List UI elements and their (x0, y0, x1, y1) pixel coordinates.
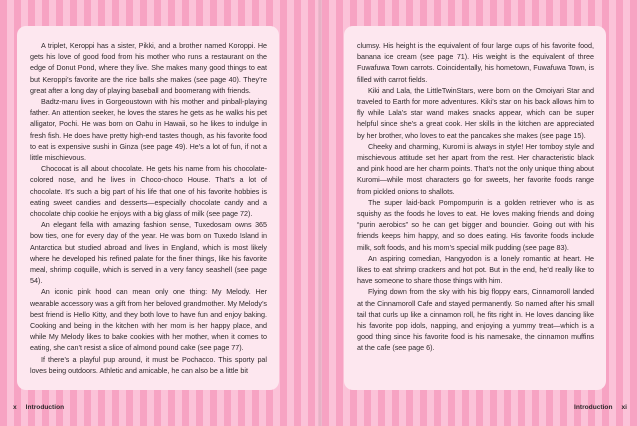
page-number: x (13, 404, 17, 411)
paragraph-pochacco-continued: clumsy. His height is the equivalent of four large cups of his favorite food, banana ice cream (see page 71). His weight is the equivalent of three Fuwafuwa Town carrots. Coincidentally, his hometown, Fuwafuwa Town, is filled with carrot fields. (357, 41, 594, 84)
left-page-text-panel (17, 26, 279, 390)
paragraph-hangyodon: An aspiring comedian, Hangyodon is a lonely romantic at heart. He likes to eat shrimp crackers and hot pot. But in the end, he’d really like to have someone to share those things with him. (357, 253, 594, 286)
right-page-text-panel (344, 26, 606, 390)
paragraph-kuromi: Cheeky and charming, Kuromi is always in style! Her tomboy style and mischievous attitude set her apart from the rest. Her characteristic black and pink hood are her charm points. That’s not the only unique thing about Kuromi—while most characters go for sweets, her favorite foods range from pickled onions to shallots. (357, 141, 594, 196)
paragraph-pompompurin: The super laid-back Pompompurin is a golden retriever who is as squishy as the foods he loves to eat. He loves making friends and doing “purin aerobics” so he can get bigger and bouncier. Going out with his friends keeps him happy, and so does eating. His favorite foods include milk, soft foods, and his mom’s special milk pudding (see page 83). (357, 197, 594, 252)
page-number: xi (621, 404, 627, 411)
paragraph-my-melody: An iconic pink hood can mean only one thing: My Melody. Her wearable accessory was a gift from her beloved grandmother. My Melody’s best friend is Hello Kitty, and they both love to have fun and enjoy baking. Cooking and being in the kitchen with her mom is her happy place, and while My Melody likes to bake cookies with her mother, when it comes to eating, she can’t resist a slice of almond pound cake (see page 77). (30, 287, 267, 353)
right-page-footer (574, 404, 627, 411)
running-title: Introduction (25, 404, 65, 411)
paragraph-pochacco: If there’s a playful pup around, it must be Pochacco. This sporty pal loves being outdoors. Athletic and amicable, he can also be a little bit (30, 354, 267, 375)
running-title: Introduction (574, 404, 613, 411)
paragraph-cinnamoroll: Flying down from the sky with his big floppy ears, Cinnamoroll landed at the Cinnamoroll Cafe and stayed permanently. So named after his small tail that curls up like a cinnamon roll, he fits right in. He loves dancing like his favorite pop idols, napping, and enjoying a yummy treat—which is a good thing since his favorite food is his namesake, the cinnamon muffins at the cafe (see page 6). (357, 287, 594, 353)
left-page-footer (13, 404, 64, 411)
paragraph-chococat: Chococat is all about chocolate. He gets his name from his chocolate-colored nose, and he lives in Choco-choco House. That’s a lot of chocolate. It’s such a big part of his life that one of his favorite hobbies is eating sweet candies and desserts—especially chocolate candy and a chocolate chip cookie he enjoys with a big glass of milk (see page 72). (30, 164, 267, 219)
paragraph-badtz-maru: Badtz-maru lives in Gorgeoustown with his mother and pinball-playing father. An attention seeker, he loves the stares he gets as he walks his pet alligator, Pochi. He was born on Oahu in Hawaii, so he likes to indulge in fresh fish. He does have pretty high-end tastes though, as his favorite food to eat is expensive sushi in Ginza (see page 49). He’s a lot of fun, if not a little mischievous. (30, 97, 267, 163)
book-gutter (318, 0, 322, 426)
paragraph-tuxedosam: An elegant fella with amazing fashion sense, Tuxedosam owns 365 bow ties, one for every day of the year. He was born on Tuxedo Island in Antarctica but studied abroad and lives in England, which is most likely where he developed his refined palate for the finer things, like his favorite meal, shrimp coquille, which is served in a very fancy seashell (see page 54). (30, 220, 267, 286)
paragraph-keroppi: A triplet, Keroppi has a sister, Pikki, and a brother named Koroppi. He gets his love of good food from his mother who runs a restaurant on the edge of Donut Pond, where they live. She makes many good things to eat but Keroppi’s favorite are the rice balls she makes (see page 40). They’re great after a long day of playing baseball and boomerang with friends. (30, 41, 267, 95)
paragraph-little-twin-stars: Kiki and Lala, the LittleTwinStars, were born on the Omoiyari Star and traveled to Earth for more adventures. Kiki’s star on his back allows him to fly while Lala’s star wand makes snacks appear, which can be super helpful since she’s a great cook. Her skills in the kitchen are appreciated by her brother, who loves to eat the pancakes she makes (see page 15). (357, 85, 594, 140)
